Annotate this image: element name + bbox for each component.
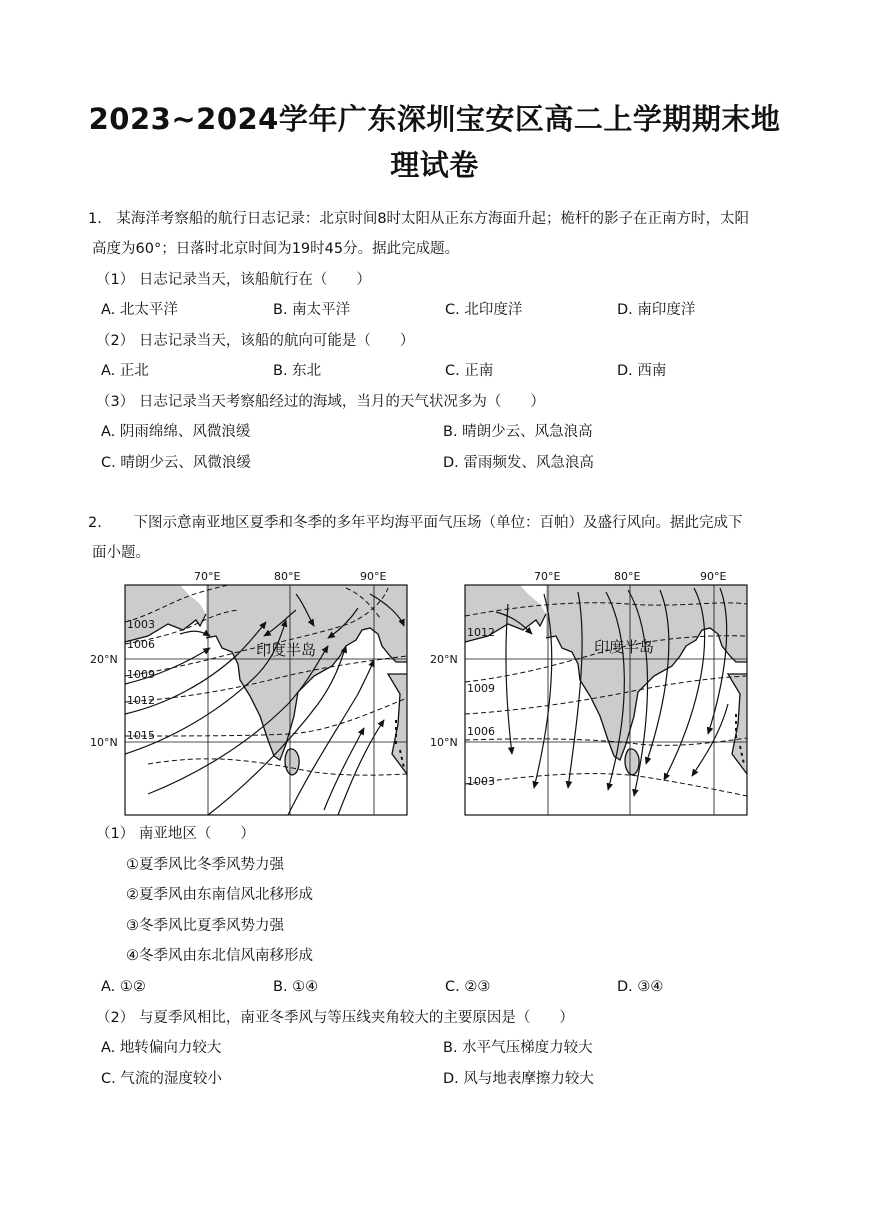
summer-isobar-1012: 1012 xyxy=(127,694,155,707)
title-line-1: 2023~2024学年广东深圳宝安区高二上学期期末地 xyxy=(88,102,781,136)
summer-isobar-1006: 1006 xyxy=(127,638,155,651)
document-title xyxy=(60,96,809,188)
title-line-2: 理试卷 xyxy=(390,148,479,182)
q1-sub1-option-d[interactable]: D. 南印度洋 xyxy=(617,302,696,318)
q2-sub1-option-a[interactable]: A. ①② xyxy=(101,979,146,995)
q1-sub3-option-b[interactable]: B. 晴朗少云、风急浪高 xyxy=(443,424,593,440)
q1-sub1-prompt: （1） 日志记录当天，该船航行在（ ） xyxy=(96,272,371,288)
q2-sub2-option-a[interactable]: A. 地转偏向力较大 xyxy=(101,1040,222,1056)
winter-isobar-1003: 1003 xyxy=(467,775,495,788)
winter-region-label: 印度半岛 xyxy=(594,638,655,656)
winter-lon-label-80: 80°E xyxy=(614,570,641,583)
winter-isobar-1012: 1012 xyxy=(467,626,495,639)
q2-stem-line-2: 面小题。 xyxy=(92,545,150,561)
q2-sub1-option-d[interactable]: D. ③④ xyxy=(617,979,664,995)
q1-stem-line-1: 1． 某海洋考察船的航行日志记录：北京时间8时太阳从正东方海面升起；桅杆的影子在正南方时，太阳 xyxy=(88,211,750,227)
winter-isobar-1009: 1009 xyxy=(467,682,495,695)
summer-lon-label-90: 90°E xyxy=(360,570,387,583)
q2-statement-4: ④冬季风由东北信风南移形成 xyxy=(126,948,313,964)
summer-isobar-1015: 1015 xyxy=(127,729,155,742)
q1-sub3-option-c[interactable]: C. 晴朗少云、风微浪缓 xyxy=(101,455,251,471)
winter-isobar-1006: 1006 xyxy=(467,725,495,738)
q2-statement-1: ①夏季风比冬季风势力强 xyxy=(126,857,284,873)
sri-lanka xyxy=(285,749,299,775)
q1-sub2-option-a[interactable]: A. 正北 xyxy=(101,363,149,379)
winter-lat-label-10: 10°N xyxy=(430,736,458,749)
q2-statement-3: ③冬季风比夏季风势力强 xyxy=(126,918,284,934)
q2-sub2-option-c[interactable]: C. 气流的湿度较小 xyxy=(101,1071,222,1087)
summer-lat-label-20: 20°N xyxy=(90,653,118,666)
q2-stem-line-1: 2． 下图示意南亚地区夏季和冬季的多年平均海平面气压场（单位：百帕）及盛行风向。据此完成下 xyxy=(88,515,743,531)
q1-sub2-prompt: （2） 日志记录当天，该船的航向可能是（ ） xyxy=(96,333,415,349)
q2-sub1-option-c[interactable]: C. ②③ xyxy=(445,979,491,995)
q2-statement-2: ②夏季风由东南信风北移形成 xyxy=(126,887,313,903)
q2-sub1-option-b[interactable]: B. ①④ xyxy=(273,979,319,995)
summer-lon-label-70: 70°E xyxy=(194,570,221,583)
q1-sub1-option-a[interactable]: A. 北太平洋 xyxy=(101,302,178,318)
q1-sub1-option-c[interactable]: C. 北印度洋 xyxy=(445,302,523,318)
q1-sub3-option-d[interactable]: D. 雷雨频发、风急浪高 xyxy=(443,455,594,471)
summer-lon-label-80: 80°E xyxy=(274,570,301,583)
q2-sub2-option-d[interactable]: D. 风与地表摩擦力较大 xyxy=(443,1071,594,1087)
q1-sub3-option-a[interactable]: A. 阴雨绵绵、风微浪缓 xyxy=(101,424,251,440)
q1-sub3-prompt: （3） 日志记录当天考察船经过的海域，当月的天气状况多为（ ） xyxy=(96,394,545,410)
summer-isobar-1009: 1009 xyxy=(127,668,155,681)
winter-lat-label-20: 20°N xyxy=(430,653,458,666)
summer-pressure-map xyxy=(88,564,418,820)
q1-sub2-option-c[interactable]: C. 正南 xyxy=(445,363,494,379)
q1-sub2-option-d[interactable]: D. 西南 xyxy=(617,363,667,379)
winter-lon-label-70: 70°E xyxy=(534,570,561,583)
winter-lon-label-90: 90°E xyxy=(700,570,727,583)
summer-isobar-1003: 1003 xyxy=(127,618,155,631)
q1-sub2-option-b[interactable]: B. 东北 xyxy=(273,363,322,379)
q1-stem-line-2: 高度为60°；日落时北京时间为19时45分。据此完成题。 xyxy=(92,241,460,257)
sri-lanka xyxy=(625,749,639,775)
summer-region-label: 印度半岛 xyxy=(256,641,317,659)
q2-sub2-option-b[interactable]: B. 水平气压梯度力较大 xyxy=(443,1040,593,1056)
summer-lat-label-10: 10°N xyxy=(90,736,118,749)
q2-sub2-prompt: （2） 与夏季风相比，南亚冬季风与等压线夹角较大的主要原因是（ ） xyxy=(96,1010,574,1026)
winter-pressure-map xyxy=(428,564,758,820)
q2-sub1-prompt: （1） 南亚地区（ ） xyxy=(96,826,255,842)
q1-sub1-option-b[interactable]: B. 南太平洋 xyxy=(273,302,351,318)
